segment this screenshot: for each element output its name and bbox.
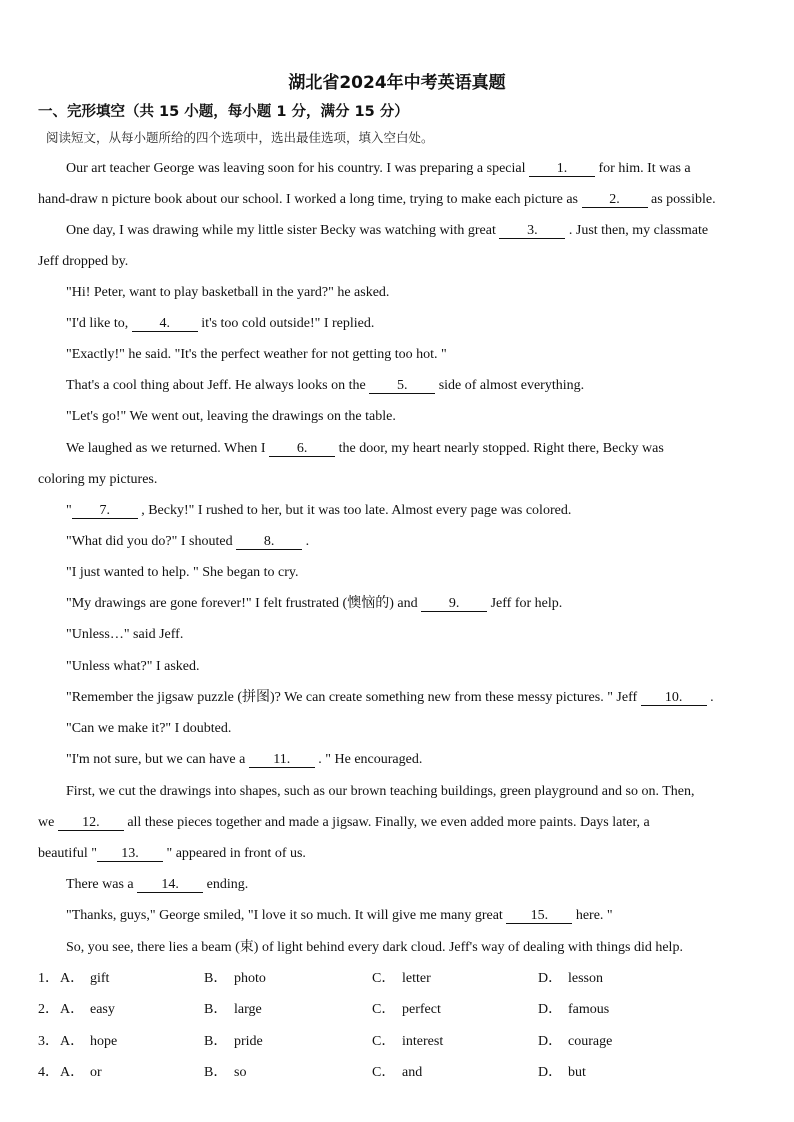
option-b[interactable]: B． photo	[204, 971, 266, 986]
answer-blank[interactable]: 11.	[249, 752, 315, 768]
passage-line: we 12. all these pieces together and made a jigsaw. Finally, we even added more paints. Days later, a	[38, 815, 650, 830]
instructions: 阅读短文，从每小题所给的四个选项中，选出最佳选项，填入空白处。	[46, 130, 434, 145]
section-heading: 一、完形填空（共 15 小题，每小题 1 分，满分 15 分）	[38, 104, 409, 120]
answer-blank[interactable]: 10.	[641, 690, 707, 706]
answer-blank[interactable]: 8.	[236, 534, 302, 550]
passage-line: "Thanks, guys," George smiled, "I love it so much. It will give me many great 15. here. "	[66, 908, 613, 923]
answer-blank[interactable]: 3.	[499, 223, 565, 239]
option-b[interactable]: B． pride	[204, 1034, 263, 1049]
passage-line: "Unless…" said Jeff.	[66, 627, 184, 642]
answer-blank[interactable]: 4.	[132, 316, 198, 332]
passage-line: Our art teacher George was leaving soon for his country. I was preparing a special 1. for him. It was a	[66, 161, 691, 176]
answer-blank[interactable]: 1.	[529, 161, 595, 177]
option-b[interactable]: B． so	[204, 1065, 247, 1080]
passage-line: "My drawings are gone forever!" I felt frustrated (懊恼的) and 9. Jeff for help.	[66, 596, 563, 611]
answer-blank[interactable]: 9.	[421, 596, 487, 612]
question-number: 4．	[38, 1065, 59, 1080]
passage-line: " 7. , Becky!" I rushed to her, but it was too late. Almost every page was colored.	[66, 503, 572, 518]
option-c[interactable]: C． letter	[372, 971, 431, 986]
answer-blank[interactable]: 2.	[582, 192, 648, 208]
passage-line: So, you see, there lies a beam (束) of light behind every dark cloud. Jeff's way of dealing with things did help.	[66, 940, 683, 955]
passage-line: "I'd like to, 4. it's too cold outside!" I replied.	[66, 316, 375, 331]
passage-line: Jeff dropped by.	[38, 254, 129, 269]
option-a[interactable]: A． or	[60, 1065, 102, 1080]
answer-blank[interactable]: 6.	[269, 441, 335, 457]
passage-line: "Can we make it?" I doubted.	[66, 721, 232, 736]
option-c[interactable]: C． perfect	[372, 1002, 441, 1017]
option-a[interactable]: A． gift	[60, 971, 110, 986]
option-b[interactable]: B． large	[204, 1002, 262, 1017]
passage-line: beautiful " 13. " appeared in front of us.	[38, 846, 306, 861]
passage-line: "Hi! Peter, want to play basketball in the yard?" he asked.	[66, 285, 390, 300]
passage-line: That's a cool thing about Jeff. He always looks on the 5. side of almost everything.	[66, 378, 585, 393]
answer-blank[interactable]: 7.	[72, 503, 138, 519]
passage-line: "Let's go!" We went out, leaving the drawings on the table.	[66, 409, 396, 424]
option-c[interactable]: C． and	[372, 1065, 423, 1080]
question-number: 2．	[38, 1002, 59, 1017]
passage-line: "I just wanted to help. " She began to cry.	[66, 565, 299, 580]
passage-line: One day, I was drawing while my little sister Becky was watching with great 3. . Just then, my classmate	[66, 223, 709, 238]
answer-blank[interactable]: 12.	[58, 815, 124, 831]
option-c[interactable]: C． interest	[372, 1034, 444, 1049]
passage-line: "I'm not sure, but we can have a 11. . " He encouraged.	[66, 752, 423, 767]
passage-line: There was a 14. ending.	[66, 877, 249, 892]
question-number: 1．	[38, 971, 59, 986]
page-title: 湖北省2024年中考英语真题	[288, 73, 506, 93]
passage-line: First, we cut the drawings into shapes, such as our brown teaching buildings, green playground and so on. Then,	[66, 784, 695, 799]
passage-line: hand-draw n picture book about our school. I worked a long time, trying to make each picture as 2. as possible.	[38, 192, 716, 207]
option-d[interactable]: D． famous	[538, 1002, 610, 1017]
answer-blank[interactable]: 5.	[369, 378, 435, 394]
answer-blank[interactable]: 13.	[97, 846, 163, 862]
option-d[interactable]: D． courage	[538, 1034, 613, 1049]
passage-line: "What did you do?" I shouted 8. .	[66, 534, 310, 549]
passage-line: We laughed as we returned. When I 6. the door, my heart nearly stopped. Right there, Becky was	[66, 441, 664, 456]
option-d[interactable]: D． lesson	[538, 971, 603, 986]
passage-line: "Unless what?" I asked.	[66, 659, 200, 674]
answer-blank[interactable]: 14.	[137, 877, 203, 893]
option-a[interactable]: A． hope	[60, 1034, 118, 1049]
question-number: 3．	[38, 1034, 59, 1049]
option-a[interactable]: A． easy	[60, 1002, 115, 1017]
passage-line: "Exactly!" he said. "It's the perfect weather for not getting too hot. "	[66, 347, 447, 362]
option-d[interactable]: D． but	[538, 1065, 586, 1080]
answer-blank[interactable]: 15.	[506, 908, 572, 924]
passage-line: coloring my pictures.	[38, 472, 158, 487]
passage-line: "Remember the jigsaw puzzle (拼图)? We can create something new from these messy pictures. " Jeff 10. .	[66, 690, 714, 705]
